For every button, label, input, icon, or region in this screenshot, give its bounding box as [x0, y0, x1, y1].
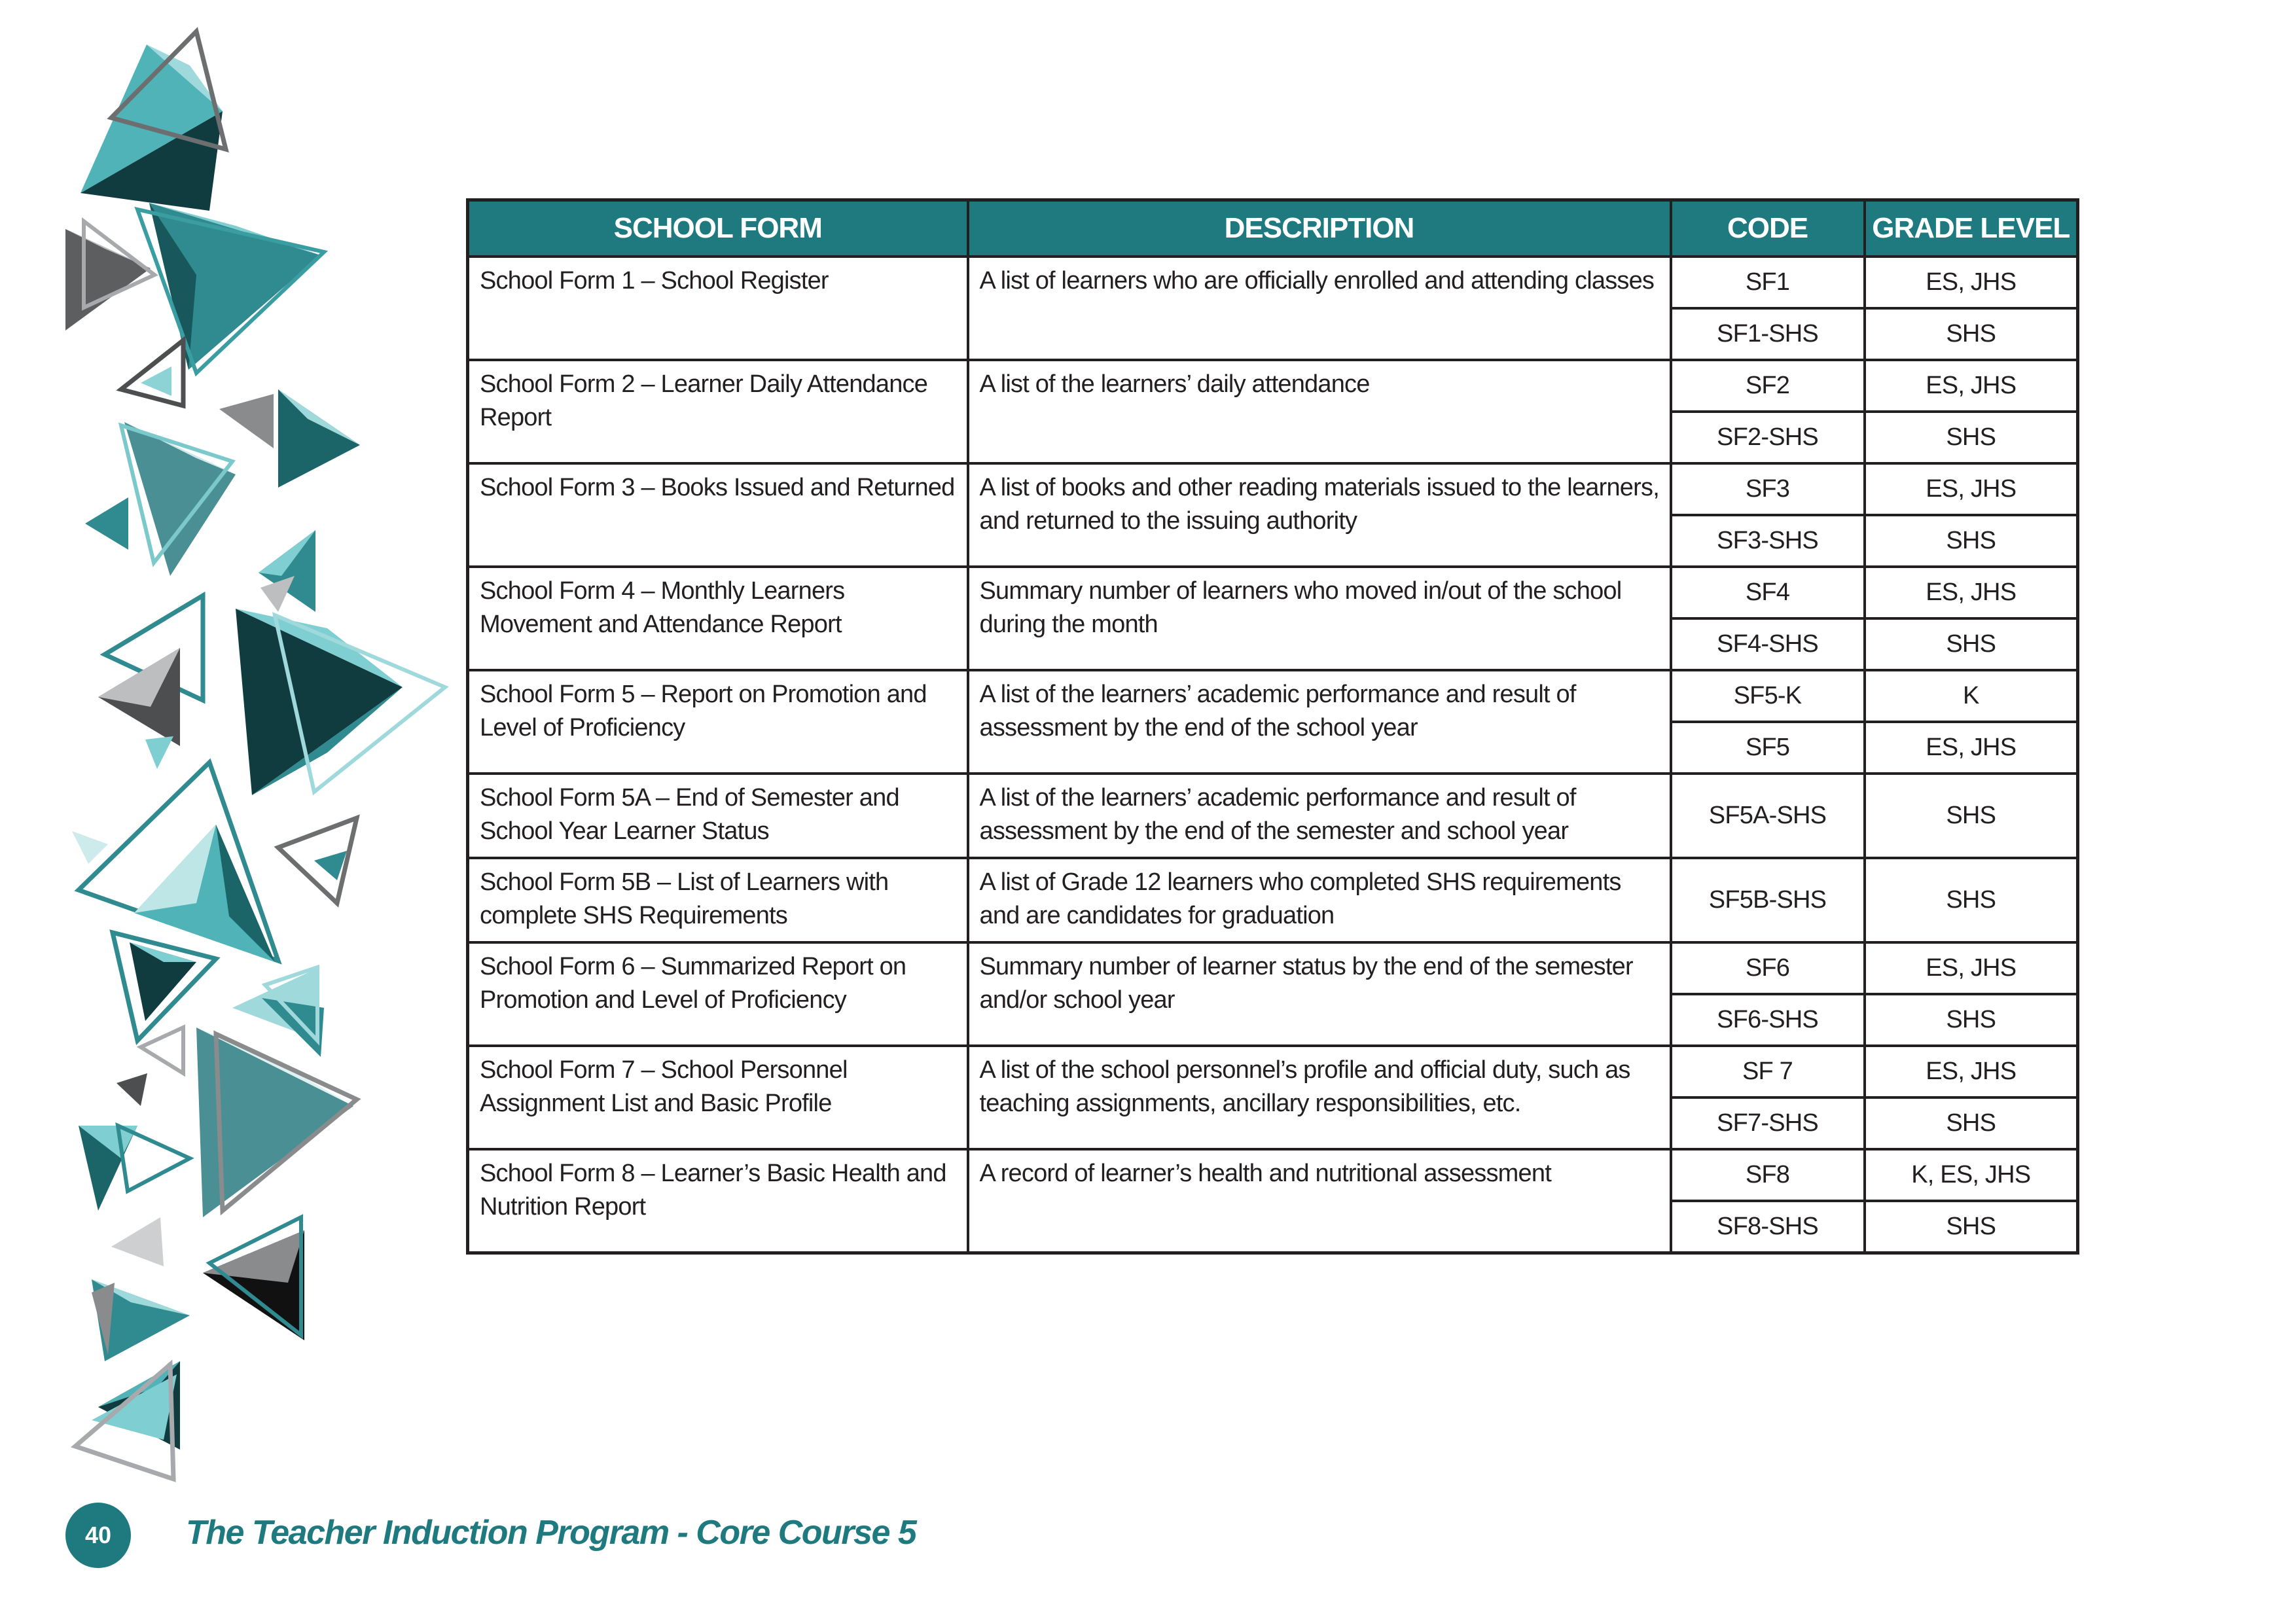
description-cell: A list of books and other reading materials issued to the learners, and returned to the issuing authority: [968, 463, 1671, 567]
code-cell: SF8: [1671, 1149, 1865, 1201]
code-cell: SF5B-SHS: [1671, 858, 1865, 942]
grade-level-cell: SHS: [1865, 515, 2078, 567]
code-cell: SF5A-SHS: [1671, 774, 1865, 858]
description-cell: A list of the learners’ academic performance and result of assessment by the end of the semester and school year: [968, 774, 1671, 858]
code-cell: SF1: [1671, 257, 1865, 308]
description-cell: A list of the learners’ daily attendance: [968, 360, 1671, 463]
form-name-cell: School Form 2 – Learner Daily Attendance Report: [468, 360, 968, 463]
code-cell: SF3: [1671, 463, 1865, 515]
grade-level-cell: ES, JHS: [1865, 567, 2078, 618]
code-cell: SF6: [1671, 942, 1865, 994]
form-name-cell: School Form 8 – Learner’s Basic Health and Nutrition Report: [468, 1149, 968, 1253]
page-number-badge: 40: [65, 1503, 131, 1568]
header-school-form: SCHOOL FORM: [468, 200, 968, 257]
code-cell: SF5: [1671, 722, 1865, 774]
grade-level-cell: ES, JHS: [1865, 942, 2078, 994]
table-row: [468, 670, 2078, 722]
grade-level-cell: ES, JHS: [1865, 1046, 2078, 1097]
grade-level-cell: K: [1865, 670, 2078, 722]
table-row: [468, 1046, 2078, 1097]
grade-level-cell: SHS: [1865, 994, 2078, 1046]
code-cell: SF8-SHS: [1671, 1201, 1865, 1253]
grade-level-cell: SHS: [1865, 1097, 2078, 1149]
description-cell: A list of the school personnel’s profile and official duty, such as teaching assignments, ancillary responsibilities, etc.: [968, 1046, 1671, 1149]
table-row: [468, 858, 2078, 942]
code-cell: SF4-SHS: [1671, 618, 1865, 670]
decorative-triangles: [0, 0, 458, 1505]
form-name-cell: School Form 4 – Monthly Learners Movement and Attendance Report: [468, 567, 968, 670]
description-cell: A list of learners who are officially enrolled and attending classes: [968, 257, 1671, 360]
table-row: [468, 942, 2078, 994]
table-row: [468, 1149, 2078, 1201]
form-name-cell: School Form 5 – Report on Promotion and Level of Proficiency: [468, 670, 968, 774]
form-name-cell: School Form 5A – End of Semester and School Year Learner Status: [468, 774, 968, 858]
grade-level-cell: SHS: [1865, 308, 2078, 360]
table-row: [468, 257, 2078, 308]
description-cell: Summary number of learner status by the end of the semester and/or school year: [968, 942, 1671, 1046]
form-name-cell: School Form 3 – Books Issued and Returned: [468, 463, 968, 567]
grade-level-cell: ES, JHS: [1865, 257, 2078, 308]
form-name-cell: School Form 7 – School Personnel Assignment List and Basic Profile: [468, 1046, 968, 1149]
table-header-row: [468, 200, 2078, 257]
grade-level-cell: SHS: [1865, 1201, 2078, 1253]
code-cell: SF6-SHS: [1671, 994, 1865, 1046]
code-cell: SF3-SHS: [1671, 515, 1865, 567]
header-code: CODE: [1671, 200, 1865, 257]
header-grade-level: GRADE LEVEL: [1865, 200, 2078, 257]
form-name-cell: School Form 6 – Summarized Report on Promotion and Level of Proficiency: [468, 942, 968, 1046]
table-row: [468, 567, 2078, 618]
header-description: DESCRIPTION: [968, 200, 1671, 257]
grade-level-cell: ES, JHS: [1865, 722, 2078, 774]
code-cell: SF4: [1671, 567, 1865, 618]
table-row: [468, 774, 2078, 858]
grade-level-cell: ES, JHS: [1865, 463, 2078, 515]
table-row: [468, 463, 2078, 515]
description-cell: A list of the learners’ academic performance and result of assessment by the end of the school year: [968, 670, 1671, 774]
grade-level-cell: SHS: [1865, 858, 2078, 942]
code-cell: SF2: [1671, 360, 1865, 412]
school-forms-table: [466, 198, 2079, 1255]
form-name-cell: School Form 1 – School Register: [468, 257, 968, 360]
grade-level-cell: K, ES, JHS: [1865, 1149, 2078, 1201]
table-body: [468, 257, 2078, 1253]
table-row: [468, 360, 2078, 412]
description-cell: A record of learner’s health and nutritional assessment: [968, 1149, 1671, 1253]
code-cell: SF2-SHS: [1671, 412, 1865, 463]
footer-title: The Teacher Induction Program - Core Course 5: [186, 1514, 916, 1552]
grade-level-cell: ES, JHS: [1865, 360, 2078, 412]
code-cell: SF1-SHS: [1671, 308, 1865, 360]
form-name-cell: School Form 5B – List of Learners with complete SHS Requirements: [468, 858, 968, 942]
code-cell: SF7-SHS: [1671, 1097, 1865, 1149]
grade-level-cell: SHS: [1865, 412, 2078, 463]
grade-level-cell: SHS: [1865, 774, 2078, 858]
code-cell: SF 7: [1671, 1046, 1865, 1097]
code-cell: SF5-K: [1671, 670, 1865, 722]
description-cell: Summary number of learners who moved in/out of the school during the month: [968, 567, 1671, 670]
description-cell: A list of Grade 12 learners who completed SHS requirements and are candidates for graduation: [968, 858, 1671, 942]
grade-level-cell: SHS: [1865, 618, 2078, 670]
